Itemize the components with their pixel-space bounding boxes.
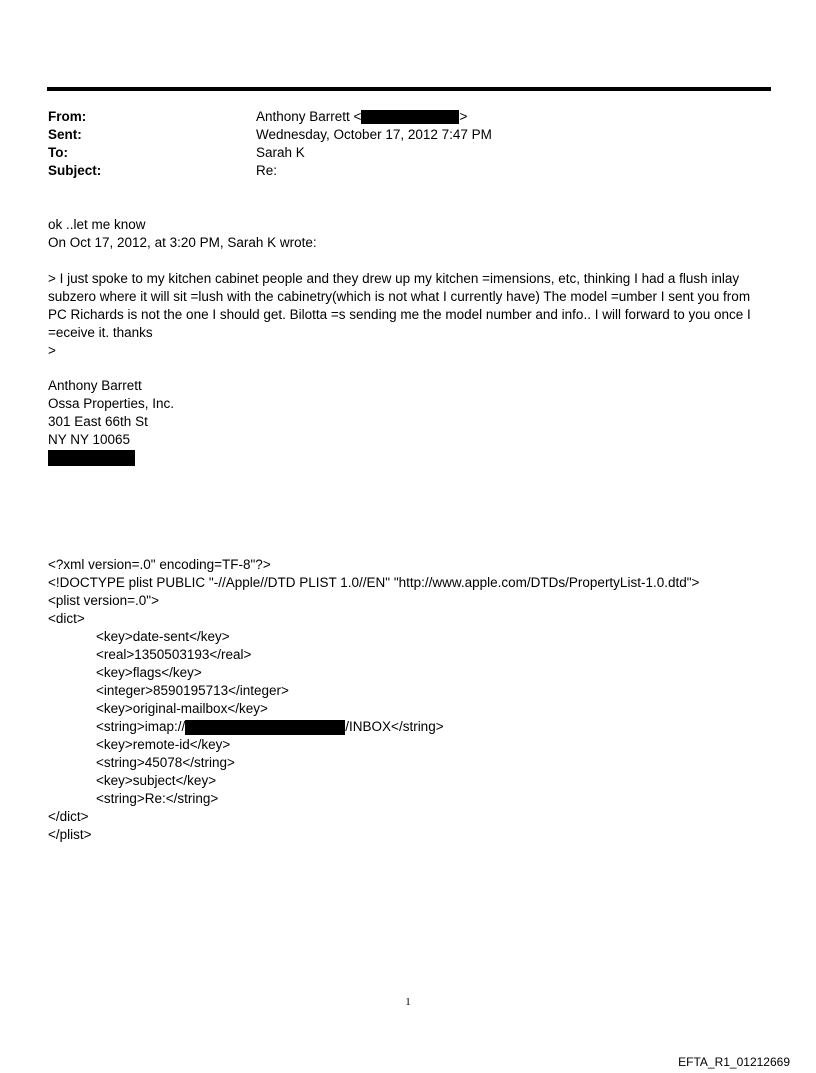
quoted-message (48, 270, 768, 360)
from-value (256, 108, 467, 126)
plist-line: <key>subject</key> (96, 773, 217, 788)
to-label: To: (48, 145, 68, 160)
reply-text: ok ..let me know (48, 217, 146, 232)
signature-city: NY NY 10065 (48, 432, 131, 447)
xml-declaration: <?xml version=.0" encoding=TF-8"?> (48, 557, 271, 572)
plist-line: <real>1350503193</real> (96, 647, 252, 662)
to-value: Sarah K (256, 145, 305, 160)
header-rule (47, 87, 771, 91)
mailbox-start: <string>imap:// (96, 719, 186, 734)
quoted-text: > I just spoke to my kitchen cabinet people and they drew up my kitchen =imensions, etc, thinking I had a flush inlay subzero where it will sit =lush with the cabinetry(which is not what I currently have) The model =umber I sent you from PC Richards is not the one I should get. Bilotta =s sending me the model number and info.. I will forward to you once I =eceive it. thanks (48, 271, 751, 340)
signature-name: Anthony Barrett (48, 378, 142, 393)
sent-value: Wednesday, October 17, 2012 7:47 PM (256, 127, 492, 142)
redacted-email (361, 110, 459, 124)
plist-block (48, 556, 699, 844)
plist-line: <key>flags</key> (96, 665, 202, 680)
signature-street: 301 East 66th St (48, 414, 148, 429)
xml-doctype: <!DOCTYPE plist PUBLIC "-//Apple//DTD PLIST 1.0//EN" "http://www.apple.com/DTDs/PropertyList-1.0.dtd"> (48, 575, 700, 590)
from-label: From: (48, 109, 87, 124)
sent-label: Sent: (48, 127, 82, 142)
subject-row (48, 162, 492, 180)
from-row (48, 108, 492, 126)
plist-line: <key>date-sent</key> (96, 629, 230, 644)
attribution-line: On Oct 17, 2012, at 3:20 PM, Sarah K wrote: (48, 235, 317, 250)
document-id: EFTA_R1_01212669 (678, 1055, 790, 1069)
plist-close: </plist> (48, 827, 92, 842)
plist-line: <integer>8590195713</integer> (96, 683, 289, 698)
plist-line: <string>45078</string> (96, 755, 235, 770)
redacted-phone (48, 450, 135, 466)
redacted-mailbox (185, 720, 345, 735)
signature-redaction-row (48, 449, 174, 467)
dict-close: </dict> (48, 809, 89, 824)
plist-line: <key>original-mailbox</key> (96, 701, 268, 716)
sent-row (48, 126, 492, 144)
email-header (48, 108, 492, 180)
to-row (48, 144, 492, 162)
page-number: 1 (405, 996, 411, 1008)
plist-mailbox-line (48, 718, 699, 736)
subject-label: Subject: (48, 163, 102, 178)
plist-open: <plist version=.0"> (48, 593, 159, 608)
mailbox-end: /INBOX</string> (345, 719, 444, 734)
signature-company: Ossa Properties, Inc. (48, 396, 175, 411)
plist-line: <string>Re:</string> (96, 791, 219, 806)
dict-open: <dict> (48, 611, 85, 626)
quote-end: > (48, 343, 56, 358)
plist-line: <key>remote-id</key> (96, 737, 231, 752)
signature (48, 377, 174, 467)
subject-value: Re: (256, 163, 278, 178)
from-close: > (459, 109, 468, 124)
from-name: Anthony Barrett < (256, 109, 362, 124)
